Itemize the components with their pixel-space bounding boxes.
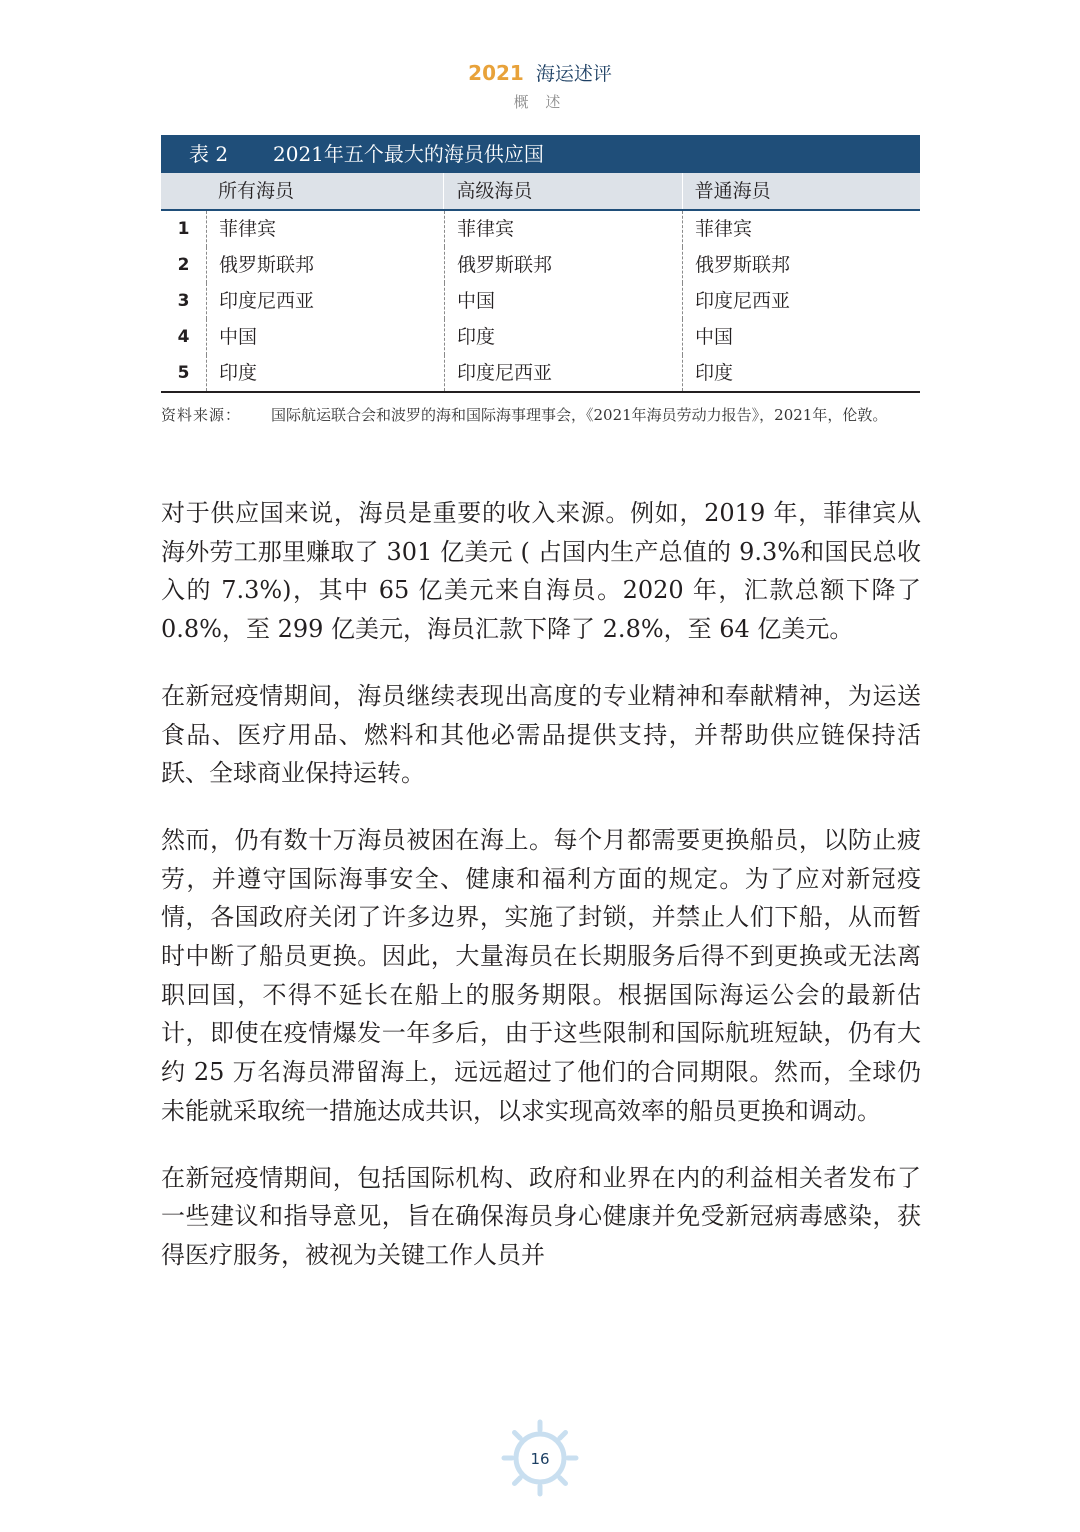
table-cell: 印度尼西亚 — [444, 355, 682, 391]
table-number: 表 2 — [189, 142, 229, 166]
table-header-index — [161, 173, 206, 209]
page-number: 16 — [530, 1450, 550, 1468]
paragraph: 在新冠疫情期间，包括国际机构、政府和业界在内的利益相关者发布了一些建议和指导意见，旨在确保海员身心健康并免受新冠病毒感染，获得医疗服务，被视为关键工作人员并 — [161, 1163, 921, 1269]
table-source-note — [161, 402, 921, 428]
column-header-ratings: 普通海员 — [682, 173, 920, 209]
table-row — [161, 247, 920, 283]
column-header-all-seafarers: 所有海员 — [218, 180, 295, 202]
table-cell: 俄罗斯联邦 — [206, 247, 444, 283]
table-row — [161, 319, 920, 355]
table-cell: 中国 — [682, 319, 920, 355]
table-cell: 印度 — [682, 355, 920, 391]
page-header — [0, 58, 1080, 115]
table-cell: 中国 — [444, 283, 682, 319]
header-section: 概 述 — [513, 93, 567, 111]
rank-number: 3 — [177, 291, 190, 311]
column-header-officers: 高级海员 — [443, 173, 681, 209]
header-year: 2021 — [468, 61, 524, 85]
paragraph: 然而，仍有数十万海员被困在海上。每个月都需要更换船员，以防止疲劳，并遵守国际海事安全、健康和福利方面的规定。为了应对新冠疫情，各国政府关闭了许多边界，实施了封锁，并禁止人们下船，从而暂时中断了船员更换。因此，大量海员在长期服务后得不到更换或无法离职回国，不得不延长在船上的服务期限。根据国际海运公会的最新估计，即使在疫情爆发一年多后，由于这些限制和国际航班短缺，仍有大约 25 万名海员滞留海上，远远超过了他们的合同期限。然而，全球仍未能就采取统一措施达成共识，以求实现高效率的船员更换和调动。 — [161, 825, 921, 1125]
source-label: 资料来源： — [161, 406, 242, 424]
header-title: 海运述评 — [535, 63, 612, 85]
table-row — [161, 283, 920, 319]
header-title-line — [0, 58, 1080, 89]
table-cell: 菲律宾 — [444, 211, 682, 247]
body-text — [161, 494, 921, 1303]
rank-number: 1 — [177, 219, 190, 239]
table-title-bar — [161, 135, 920, 173]
table-cell: 俄罗斯联邦 — [682, 247, 920, 283]
table-cell: 俄罗斯联邦 — [444, 247, 682, 283]
table-cell: 印度尼西亚 — [206, 283, 444, 319]
rank-number: 2 — [177, 255, 190, 275]
table-row — [161, 211, 920, 247]
table-header-row — [161, 173, 920, 211]
table-cell: 菲律宾 — [206, 211, 444, 247]
table-cell: 印度 — [206, 355, 444, 391]
paragraph: 对于供应国来说，海员是重要的收入来源。例如，2019 年，菲律宾从海外劳工那里赚取了 301 亿美元 ( 占国内生产总值的 9.3%和国民总收入的 7.3%)，其中 65 亿美元来自海员。2020 年，汇款总额下降了 0.8%，至 299 亿美元，海员汇款下降了 2.8%，至 64 亿美元。 — [161, 499, 921, 644]
table-cell: 菲律宾 — [682, 211, 920, 247]
paragraph: 在新冠疫情期间，海员继续表现出高度的专业精神和奉献精神，为运送食品、医疗用品、燃料和其他必需品提供支持，并帮助供应链保持活跃、全球商业保持运转。 — [161, 681, 921, 788]
rank-number: 5 — [177, 363, 190, 383]
table-title: 2021年五个最大的海员供应国 — [273, 142, 544, 166]
rank-number: 4 — [177, 327, 190, 347]
supplier-table — [161, 135, 920, 393]
table-cell: 中国 — [206, 319, 444, 355]
table-row — [161, 355, 920, 391]
table-body — [161, 211, 920, 393]
table-cell: 印度 — [444, 319, 682, 355]
table-cell: 印度尼西亚 — [682, 283, 920, 319]
page-footer — [490, 1416, 590, 1516]
source-text: 国际航运联合会和波罗的海和国际海事理事会，《2021年海员劳动力报告》，2021年，伦敦。 — [271, 406, 888, 424]
